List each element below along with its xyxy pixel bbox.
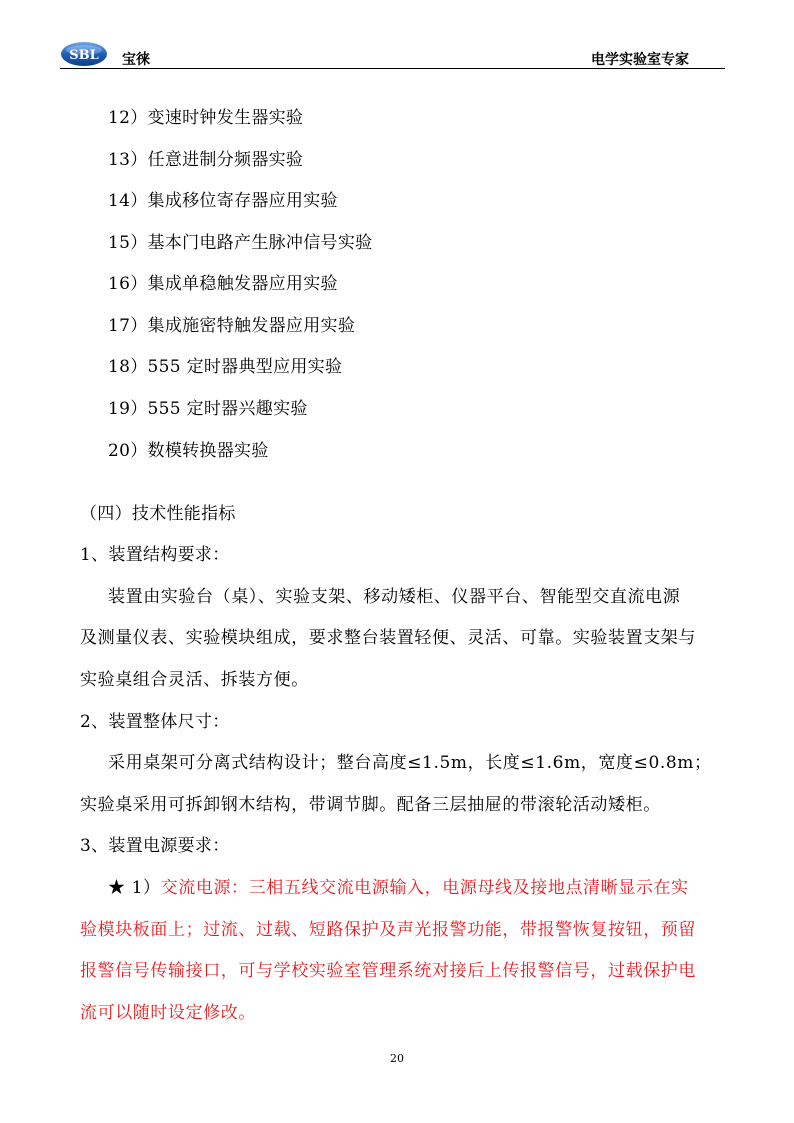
paragraph-line: 装置由实验台（桌）、实验支架、移动矮柜、仪器平台、智能型交直流电源 bbox=[108, 587, 681, 607]
requirement-title: 1、装置结构要求： bbox=[80, 545, 230, 565]
header-divider bbox=[60, 68, 725, 69]
requirement-title: 3、装置电源要求： bbox=[80, 836, 230, 856]
page-header bbox=[60, 36, 725, 70]
requirement-title: 2、装置整体尺寸： bbox=[80, 712, 230, 732]
paragraph-line: 实验桌采用可拆卸钢木结构，带调节脚。配备三层抽屉的带滚轮活动矮柜。 bbox=[80, 795, 661, 815]
list-item: 15）基本门电路产生脉冲信号实验 bbox=[108, 233, 373, 253]
logo-text: SBL bbox=[69, 48, 99, 63]
paragraph-line: 及测量仪表、实验模块组成，要求整台装置轻便、灵活、可靠。实验装置支架与 bbox=[80, 628, 696, 648]
highlighted-text: 流可以随时设定修改。 bbox=[80, 1003, 256, 1023]
list-item: 18）555 定时器典型应用实验 bbox=[108, 357, 343, 377]
sbl-logo bbox=[60, 41, 108, 67]
section-heading: （四）技术性能指标 bbox=[80, 504, 236, 524]
list-item: 12）变速时钟发生器实验 bbox=[108, 108, 304, 128]
paragraph-line: 采用桌架可分离式结构设计；整台高度≤1.5m，长度≤1.6m，宽度≤0.8m； bbox=[108, 753, 712, 773]
page-number: 20 bbox=[390, 1052, 404, 1065]
header-slogan: 电学实验室专家 bbox=[591, 52, 689, 68]
highlighted-text: 报警信号传输接口，可与学校实验室管理系统对接后上传报警信号，过载保护电 bbox=[80, 961, 696, 981]
highlighted-text: 交流电源：三相五线交流电源输入，电源母线及接地点清晰显示在实 bbox=[160, 878, 689, 898]
item-number: 1） bbox=[125, 878, 161, 898]
list-item: 20）数模转换器实验 bbox=[108, 441, 269, 461]
list-item: 14）集成移位寄存器应用实验 bbox=[108, 191, 338, 211]
list-item: 16）集成单稳触发器应用实验 bbox=[108, 274, 338, 294]
star-icon: ★ bbox=[108, 878, 126, 898]
list-item: 17）集成施密特触发器应用实验 bbox=[108, 316, 356, 336]
company-name: 宝徕 bbox=[122, 52, 150, 68]
paragraph-line: 实验桌组合灵活、拆装方便。 bbox=[80, 670, 309, 690]
list-item: 13）任意进制分频器实验 bbox=[108, 150, 304, 170]
list-item: 19）555 定时器兴趣实验 bbox=[108, 399, 308, 419]
highlighted-text: 验模块板面上；过流、过载、短路保护及声光报警功能，带报警恢复按钮，预留 bbox=[80, 920, 696, 940]
paragraph-line bbox=[108, 877, 748, 899]
